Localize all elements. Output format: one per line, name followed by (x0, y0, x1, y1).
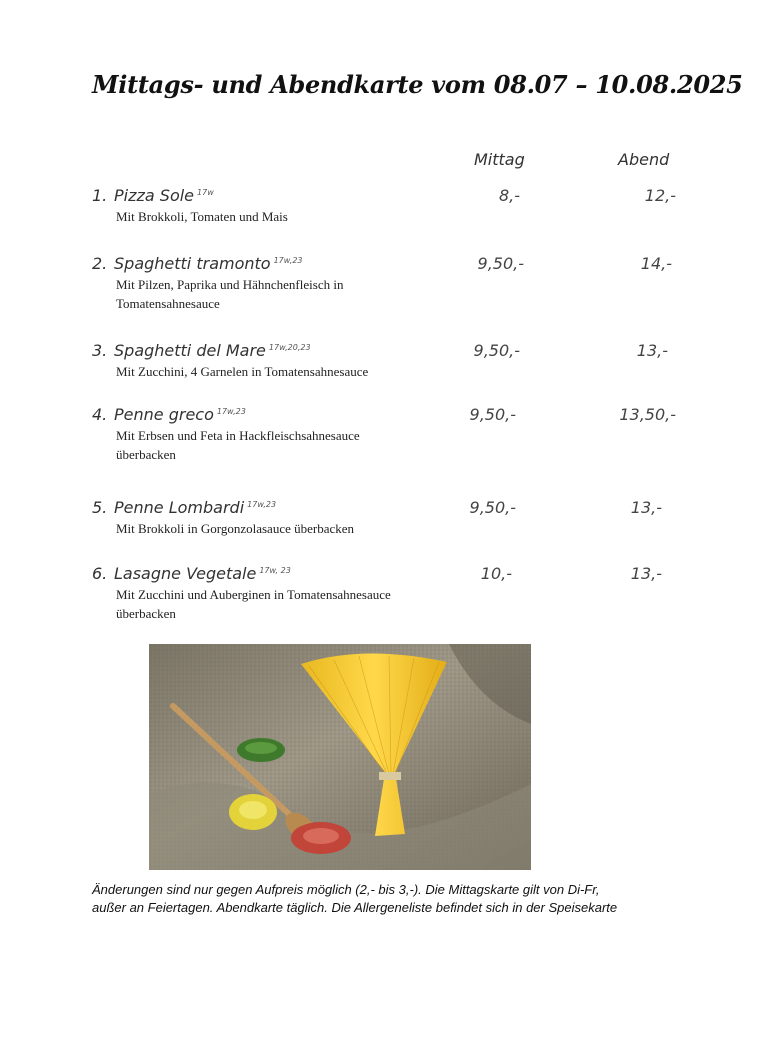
dish-number: 5. (92, 498, 108, 517)
description-line: Tomatensahnesauce (116, 296, 220, 311)
dinner-price: 14,- (640, 254, 672, 273)
menu-item (92, 254, 692, 313)
dish-number: 1. (92, 186, 108, 205)
allergen-codes: 17w,23 (273, 255, 303, 265)
dish-title: Penne greco (114, 405, 214, 424)
lunch-price: 9,50,- (477, 254, 524, 273)
pasta-photo-illustration (149, 644, 531, 870)
description-line: überbacken (116, 606, 176, 621)
dish-title: Spaghetti tramonto (114, 254, 271, 273)
dinner-price: 13,50,- (619, 405, 676, 424)
menu-item (92, 498, 692, 538)
lunch-price: 10,- (480, 564, 512, 583)
dinner-price: 13,- (630, 564, 662, 583)
footer-note (92, 881, 692, 917)
description-line: Mit Pilzen, Paprika und Hähnchenfleisch in (116, 277, 344, 292)
allergen-codes: 17w,23 (247, 499, 277, 509)
allergen-codes: 17w, 23 (259, 565, 291, 575)
allergen-codes: 17w (197, 187, 214, 197)
lunch-price: 9,50,- (473, 341, 520, 360)
dinner-price: 12,- (644, 186, 676, 205)
lunch-price: 9,50,- (469, 405, 516, 424)
description-line: Mit Erbsen und Feta in Hackfleischsahnesauce (116, 428, 360, 443)
allergen-codes: 17w,23 (216, 406, 246, 416)
dish-title: Penne Lombardi (114, 498, 245, 517)
dish-description (116, 519, 476, 538)
footer-line: Änderungen sind nur gegen Aufpreis möglich (2,- bis 3,-). Die Mittagskarte gilt von Di-Fr, (92, 882, 600, 897)
dinner-price: 13,- (630, 498, 662, 517)
description-line: Mit Zucchini, 4 Garnelen in Tomatensahnesauce (116, 364, 369, 379)
description-line: Mit Brokkoli in Gorgonzolasauce überbacken (116, 521, 355, 536)
description-line: überbacken (116, 447, 176, 462)
column-header-dinner: Abend (618, 150, 670, 169)
column-header-lunch: Mittag (474, 150, 525, 169)
menu-item (92, 405, 692, 464)
dish-description (116, 585, 476, 623)
lunch-price: 9,50,- (469, 498, 516, 517)
description-line: Mit Zucchini und Auberginen in Tomatensahnesauce (116, 587, 391, 602)
allergen-codes: 17w,20,23 (268, 342, 311, 352)
dish-title: Lasagne Vegetale (114, 564, 257, 583)
dish-description (116, 362, 476, 381)
dinner-price: 13,- (636, 341, 668, 360)
dish-description (116, 426, 476, 464)
menu-item (92, 186, 692, 226)
menu-item (92, 564, 692, 623)
footer-line: außer an Feiertagen. Abendkarte täglich. Die Allergeneliste befindet sich in der Speisekarte (92, 900, 618, 915)
pasta-photo (149, 644, 531, 870)
lunch-price: 8,- (498, 186, 520, 205)
menu-item (92, 341, 692, 381)
page-title: Mittags- und Abendkarte vom 08.07 – 10.08.2025 (92, 70, 743, 99)
dish-description (116, 275, 476, 313)
dish-title: Pizza Sole (114, 186, 195, 205)
dish-number: 3. (92, 341, 108, 360)
dish-description (116, 207, 476, 226)
dish-number: 4. (92, 405, 108, 424)
dish-title: Spaghetti del Mare (114, 341, 266, 360)
description-line: Mit Brokkoli, Tomaten und Mais (116, 209, 288, 224)
dish-number: 6. (92, 564, 108, 583)
dish-number: 2. (92, 254, 108, 273)
